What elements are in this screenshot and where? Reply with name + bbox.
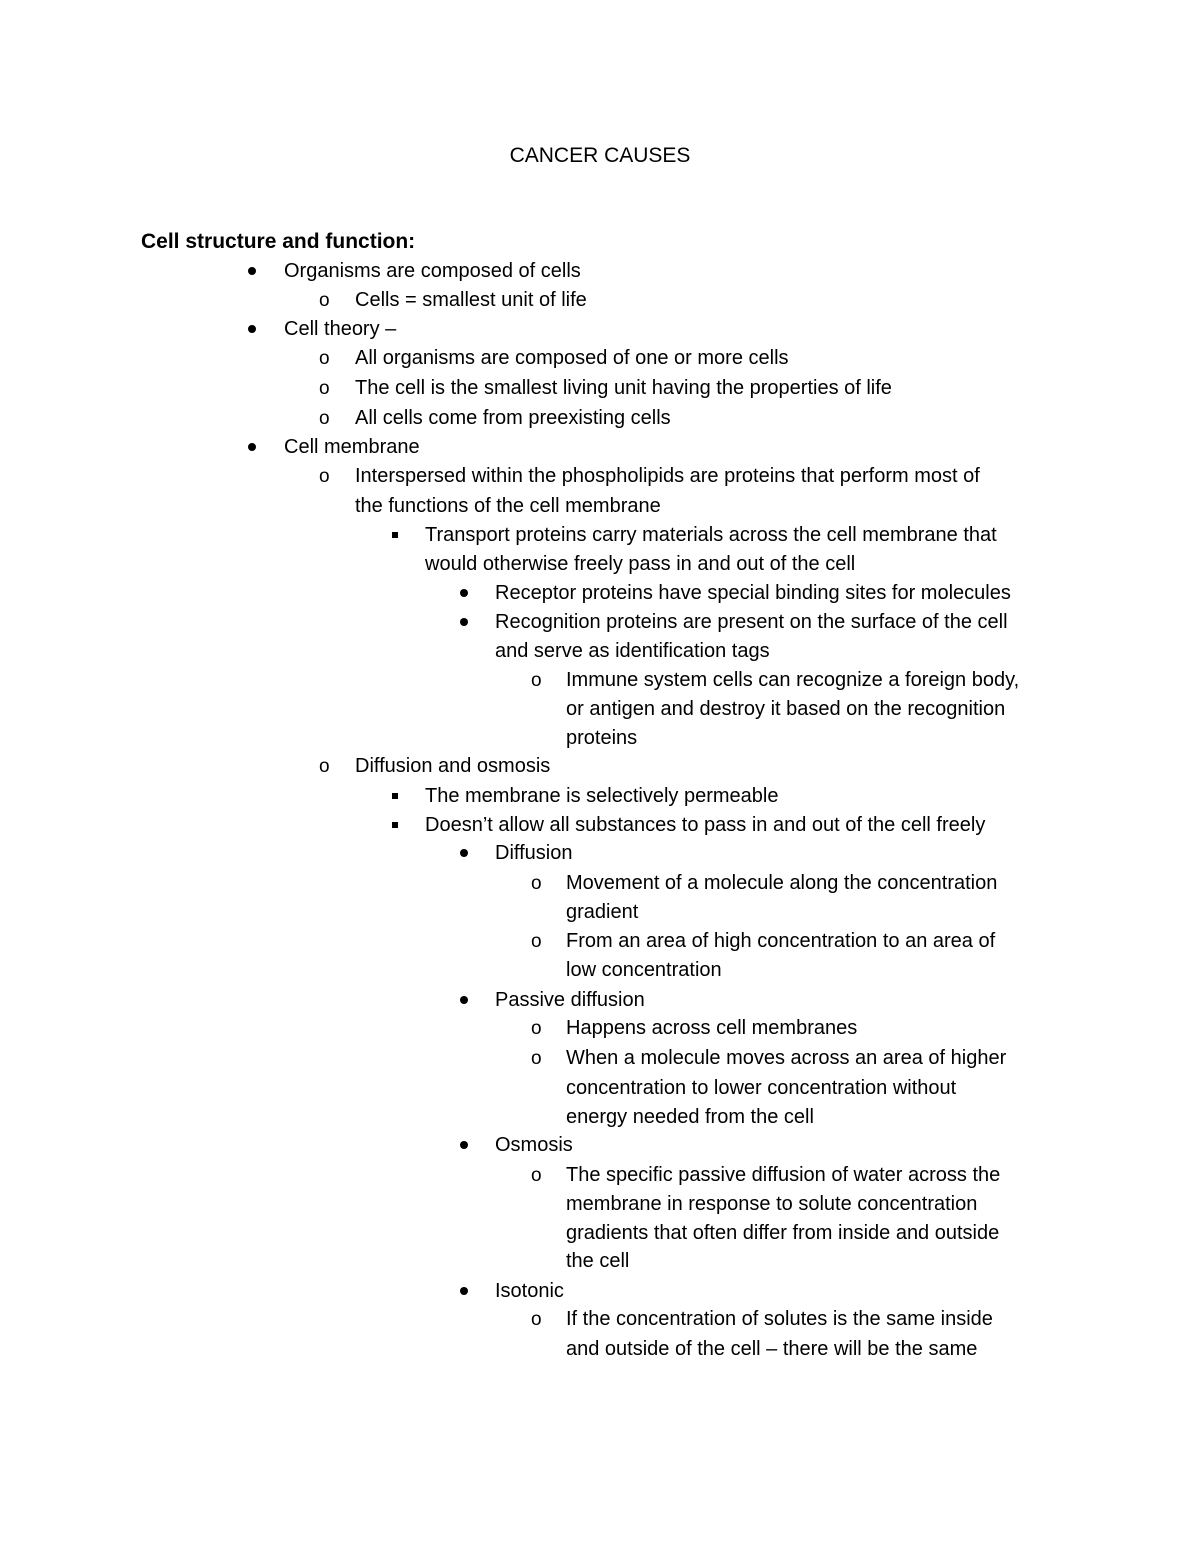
list-item-continued: proteins	[566, 727, 638, 749]
list-item: The membrane is selectively permeable	[425, 785, 779, 807]
list-item: Immune system cells can recognize a foreign body,	[566, 669, 1020, 691]
bullet-circle-icon: o	[319, 756, 330, 777]
list-item: Receptor proteins have special binding sites for molecules	[495, 582, 1011, 604]
bullet-circle-icon: o	[531, 931, 542, 952]
list-item-continued: low concentration	[566, 959, 722, 981]
bullet-square-icon	[392, 782, 398, 799]
list-item: The specific passive diffusion of water across the	[566, 1164, 1001, 1186]
list-item: Movement of a molecule along the concentration	[566, 872, 998, 894]
list-item-continued: energy needed from the cell	[566, 1106, 814, 1128]
bullet-circle-icon: o	[531, 873, 542, 894]
bullet-circle-icon: o	[531, 1165, 542, 1186]
list-item: All organisms are composed of one or more cells	[355, 347, 789, 369]
bullet-circle-icon: o	[319, 378, 330, 399]
section-heading: Cell structure and function:	[141, 230, 416, 253]
bullet-circle-icon: o	[319, 348, 330, 369]
list-item: Interspersed within the phospholipids are proteins that perform most of	[355, 465, 980, 487]
list-item-continued: or antigen and destroy it based on the recognition	[566, 698, 1006, 720]
list-item: Osmosis	[495, 1134, 573, 1156]
bullet-disc-icon	[460, 608, 468, 626]
bullet-disc-icon	[460, 986, 468, 1004]
bullet-square-icon	[392, 521, 398, 538]
list-item: Recognition proteins are present on the surface of the cell	[495, 611, 1008, 633]
list-item: Doesn’t allow all substances to pass in and out of the cell freely	[425, 814, 986, 836]
bullet-disc-icon	[460, 1131, 468, 1149]
list-item: From an area of high concentration to an area of	[566, 930, 996, 952]
list-item: All cells come from preexisting cells	[355, 407, 671, 429]
list-item-continued: the cell	[566, 1250, 630, 1272]
list-item-continued: gradients that often differ from inside and outside	[566, 1222, 1000, 1244]
page-title: CANCER CAUSES	[509, 144, 691, 167]
bullet-circle-icon: o	[319, 466, 330, 487]
list-item: Organisms are composed of cells	[284, 260, 581, 282]
list-item-continued: would otherwise freely pass in and out of the cell	[425, 553, 856, 575]
list-item: Cell theory –	[284, 318, 397, 340]
list-item: Diffusion	[495, 842, 573, 864]
bullet-circle-icon: o	[319, 408, 330, 429]
bullet-circle-icon: o	[531, 1048, 542, 1069]
bullet-disc-icon	[248, 433, 256, 451]
list-item-continued: and outside of the cell – there will be the same	[566, 1338, 978, 1360]
bullet-disc-icon	[460, 839, 468, 857]
bullet-circle-icon: o	[531, 1309, 542, 1330]
list-item-continued: gradient	[566, 901, 639, 923]
list-item: Transport proteins carry materials across the cell membrane that	[425, 524, 997, 546]
bullet-disc-icon	[248, 315, 256, 333]
list-item-continued: membrane in response to solute concentration	[566, 1193, 978, 1215]
bullet-circle-icon: o	[531, 1018, 542, 1039]
list-item: Passive diffusion	[495, 989, 645, 1011]
list-item: Isotonic	[495, 1280, 564, 1302]
list-item: Diffusion and osmosis	[355, 755, 551, 777]
list-item: Happens across cell membranes	[566, 1017, 858, 1039]
bullet-disc-icon	[460, 1277, 468, 1295]
list-item: Cell membrane	[284, 436, 420, 458]
bullet-disc-icon	[248, 257, 256, 275]
bullet-disc-icon	[460, 579, 468, 597]
bullet-circle-icon: o	[531, 670, 542, 691]
list-item-continued: the functions of the cell membrane	[355, 495, 661, 517]
list-item-continued: and serve as identification tags	[495, 640, 770, 662]
list-item: If the concentration of solutes is the same inside	[566, 1308, 993, 1330]
list-item: When a molecule moves across an area of higher	[566, 1047, 1007, 1069]
list-item: The cell is the smallest living unit having the properties of life	[355, 377, 892, 399]
list-item: Cells = smallest unit of life	[355, 289, 587, 311]
list-item-continued: concentration to lower concentration without	[566, 1077, 957, 1099]
bullet-circle-icon: o	[319, 290, 330, 311]
bullet-square-icon	[392, 811, 398, 828]
